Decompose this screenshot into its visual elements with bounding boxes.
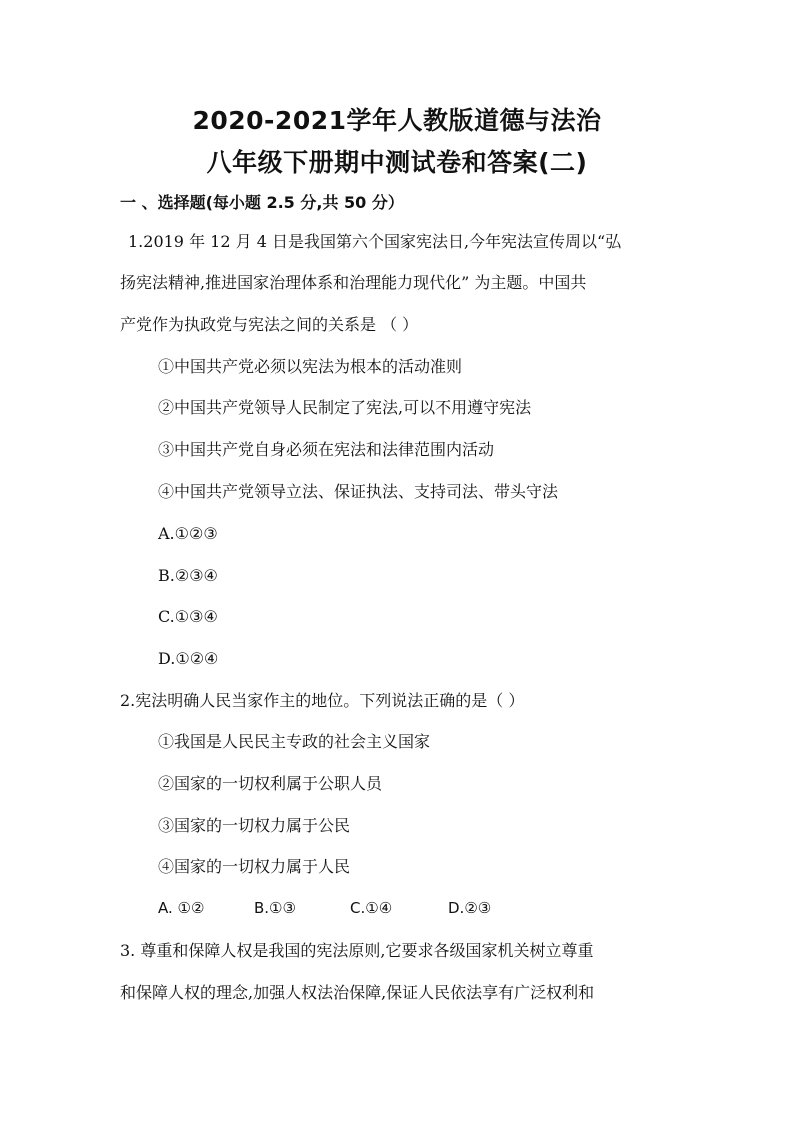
q1-statement-3: ③中国共产党自身必须在宪法和法律范围内活动 <box>158 440 495 459</box>
q1-option-a: A.①②③ <box>158 524 218 543</box>
q1-stem-line-3: 产党作为执政党与宪法之间的关系是 （ ） <box>120 315 419 334</box>
q1-option-b: B.②③④ <box>158 566 218 585</box>
section-heading: 一 、选择题(每小题 2.5 分,共 50 分） <box>120 193 404 212</box>
q1-statement-1: ①中国共产党必须以宪法为根本的活动准则 <box>158 357 463 376</box>
q1-statement-2: ②中国共产党领导人民制定了宪法,可以不用遵守宪法 <box>158 398 532 417</box>
q3-stem-line-1: 3. 尊重和保障人权是我国的宪法原则,它要求各级国家机关树立尊重 <box>120 941 594 960</box>
q2-option-b: B.①③ <box>254 899 296 917</box>
q2-option-c: C.①④ <box>350 899 393 917</box>
q2-statement-2: ②国家的一切权利属于公职人员 <box>158 774 383 793</box>
q2-statement-3: ③国家的一切权力属于公民 <box>158 816 351 835</box>
q2-stem: 2.宪法明确人民当家作主的地位。下列说法正确的是（ ） <box>120 691 525 710</box>
q3-stem-line-2: 和保障人权的理念,加强人权法治保障,保证人民依法享有广泛权利和 <box>120 983 595 1002</box>
q1-stem-line-1: 1.2019 年 12 月 4 日是我国第六个国家宪法日,今年宪法宣传周以“弘 <box>128 232 622 251</box>
q1-statement-4: ④中国共产党领导立法、保证执法、支持司法、带头守法 <box>158 482 559 501</box>
q2-option-d: D.②③ <box>448 899 492 917</box>
q2-option-a: A. ①② <box>158 899 205 917</box>
q2-statement-4: ④国家的一切权力属于人民 <box>158 857 351 876</box>
q1-stem-line-2: 扬宪法精神,推进国家治理体系和治理能力现代化” 为主题。中国共 <box>120 273 587 292</box>
q1-option-d: D.①②④ <box>158 649 219 668</box>
q1-option-c: C.①③④ <box>158 607 218 626</box>
document-title-line-2: 八年级下册期中测试卷和答案(二) <box>206 148 588 177</box>
document-title-line-1: 2020-2021学年人教版道德与法治 <box>192 106 602 135</box>
q2-statement-1: ①我国是人民民主专政的社会主义国家 <box>158 732 431 751</box>
